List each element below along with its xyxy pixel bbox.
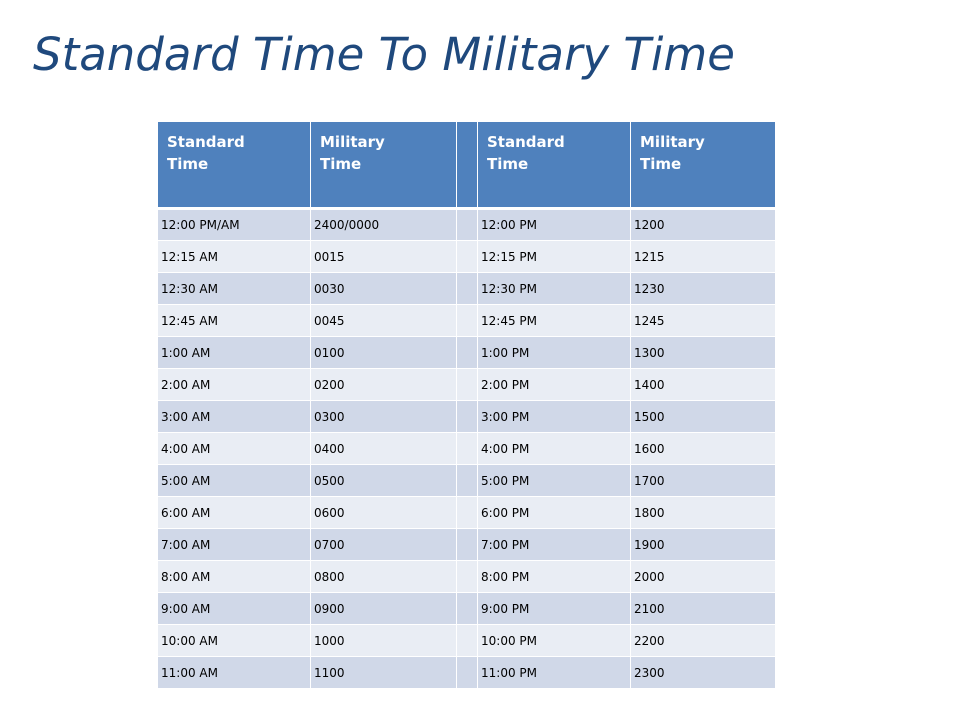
cell-standard-pm: 4:00 PM <box>478 433 631 465</box>
cell-military-am: 0100 <box>311 337 457 369</box>
cell-spacer <box>457 593 478 625</box>
header-military-time-1 <box>311 122 457 209</box>
cell-military-pm: 2100 <box>631 593 776 625</box>
table-row <box>158 593 776 625</box>
cell-military-pm: 2200 <box>631 625 776 657</box>
table-header-row <box>158 122 776 209</box>
cell-military-am: 0900 <box>311 593 457 625</box>
cell-military-pm: 1300 <box>631 337 776 369</box>
header-standard-time-1 <box>158 122 311 209</box>
header-line: Standard <box>487 133 565 151</box>
header-line: Military <box>320 133 385 151</box>
cell-standard-pm: 2:00 PM <box>478 369 631 401</box>
cell-military-am: 0400 <box>311 433 457 465</box>
cell-military-pm: 1500 <box>631 401 776 433</box>
cell-military-am: 0045 <box>311 305 457 337</box>
table-row <box>158 369 776 401</box>
cell-standard-pm: 3:00 PM <box>478 401 631 433</box>
cell-standard-am: 11:00 AM <box>158 657 311 689</box>
cell-spacer <box>457 305 478 337</box>
cell-spacer <box>457 241 478 273</box>
cell-spacer <box>457 497 478 529</box>
header-standard-time-2 <box>478 122 631 209</box>
cell-military-am: 2400/0000 <box>311 209 457 241</box>
cell-spacer <box>457 465 478 497</box>
cell-military-am: 1000 <box>311 625 457 657</box>
cell-military-pm: 1245 <box>631 305 776 337</box>
table-row <box>158 337 776 369</box>
cell-standard-am: 4:00 AM <box>158 433 311 465</box>
cell-spacer <box>457 433 478 465</box>
cell-spacer <box>457 209 478 241</box>
cell-standard-pm: 12:30 PM <box>478 273 631 305</box>
cell-standard-pm: 8:00 PM <box>478 561 631 593</box>
table-row <box>158 561 776 593</box>
cell-spacer <box>457 273 478 305</box>
cell-spacer <box>457 657 478 689</box>
cell-military-am: 0300 <box>311 401 457 433</box>
cell-standard-am: 12:15 AM <box>158 241 311 273</box>
cell-standard-am: 9:00 AM <box>158 593 311 625</box>
cell-military-am: 0600 <box>311 497 457 529</box>
table-row <box>158 273 776 305</box>
cell-standard-pm: 12:15 PM <box>478 241 631 273</box>
cell-military-pm: 2300 <box>631 657 776 689</box>
header-line: Time <box>320 155 362 173</box>
header-line: Time <box>167 155 209 173</box>
cell-standard-am: 12:45 AM <box>158 305 311 337</box>
cell-standard-am: 6:00 AM <box>158 497 311 529</box>
cell-military-pm: 1600 <box>631 433 776 465</box>
cell-standard-pm: 9:00 PM <box>478 593 631 625</box>
cell-spacer <box>457 529 478 561</box>
cell-military-pm: 1800 <box>631 497 776 529</box>
cell-military-pm: 1700 <box>631 465 776 497</box>
cell-spacer <box>457 401 478 433</box>
cell-military-pm: 1215 <box>631 241 776 273</box>
cell-military-am: 0700 <box>311 529 457 561</box>
cell-standard-am: 3:00 AM <box>158 401 311 433</box>
cell-military-am: 0200 <box>311 369 457 401</box>
table-row <box>158 209 776 241</box>
cell-standard-pm: 1:00 PM <box>478 337 631 369</box>
header-line: Time <box>487 155 529 173</box>
table-row <box>158 657 776 689</box>
cell-military-pm: 1230 <box>631 273 776 305</box>
cell-standard-am: 8:00 AM <box>158 561 311 593</box>
cell-standard-am: 1:00 AM <box>158 337 311 369</box>
cell-standard-pm: 11:00 PM <box>478 657 631 689</box>
cell-military-am: 0030 <box>311 273 457 305</box>
header-line: Standard <box>167 133 245 151</box>
cell-military-am: 1100 <box>311 657 457 689</box>
cell-standard-pm: 5:00 PM <box>478 465 631 497</box>
cell-military-am: 0500 <box>311 465 457 497</box>
cell-military-am: 0015 <box>311 241 457 273</box>
cell-spacer <box>457 625 478 657</box>
page-title: Standard Time To Military Time <box>33 28 735 81</box>
table-row <box>158 529 776 561</box>
table-row <box>158 625 776 657</box>
header-military-time-2 <box>631 122 776 209</box>
table-row <box>158 401 776 433</box>
cell-standard-pm: 12:45 PM <box>478 305 631 337</box>
cell-spacer <box>457 369 478 401</box>
table-body <box>158 209 776 689</box>
cell-spacer <box>457 337 478 369</box>
table-row <box>158 433 776 465</box>
cell-standard-am: 7:00 AM <box>158 529 311 561</box>
cell-military-pm: 2000 <box>631 561 776 593</box>
cell-standard-pm: 7:00 PM <box>478 529 631 561</box>
cell-standard-pm: 12:00 PM <box>478 209 631 241</box>
conversion-table <box>157 121 776 689</box>
cell-military-pm: 1200 <box>631 209 776 241</box>
table-row <box>158 305 776 337</box>
cell-standard-am: 2:00 AM <box>158 369 311 401</box>
header-spacer <box>457 122 478 209</box>
cell-standard-pm: 10:00 PM <box>478 625 631 657</box>
table-row <box>158 241 776 273</box>
header-line: Military <box>640 133 705 151</box>
cell-military-pm: 1400 <box>631 369 776 401</box>
cell-standard-am: 12:30 AM <box>158 273 311 305</box>
table-row <box>158 465 776 497</box>
cell-spacer <box>457 561 478 593</box>
cell-standard-pm: 6:00 PM <box>478 497 631 529</box>
cell-standard-am: 5:00 AM <box>158 465 311 497</box>
table-row <box>158 497 776 529</box>
cell-military-pm: 1900 <box>631 529 776 561</box>
cell-standard-am: 10:00 AM <box>158 625 311 657</box>
cell-military-am: 0800 <box>311 561 457 593</box>
cell-standard-am: 12:00 PM/AM <box>158 209 311 241</box>
header-line: Time <box>640 155 682 173</box>
